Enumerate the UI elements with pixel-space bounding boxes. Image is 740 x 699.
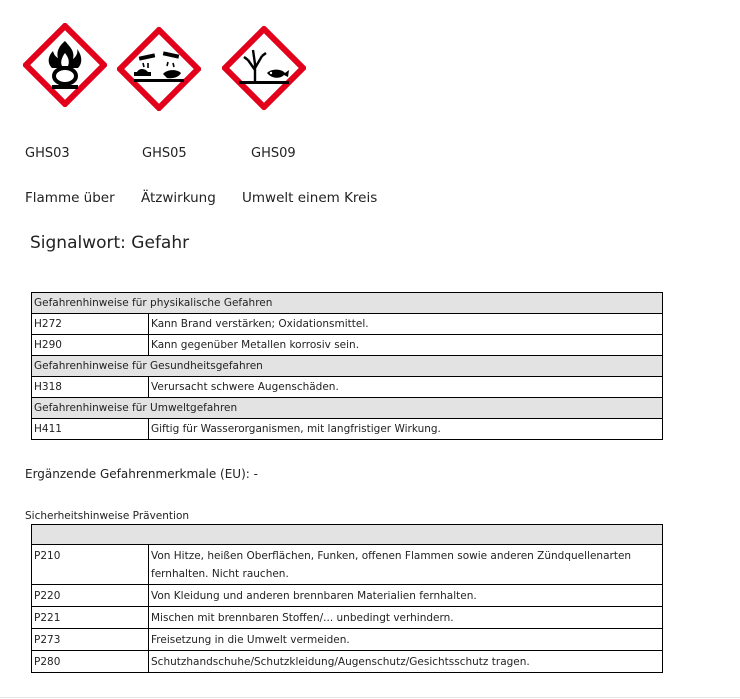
- prevention-table: [31, 524, 663, 673]
- table-row: [32, 419, 663, 440]
- hazard-text: Kann gegenüber Metallen korrosiv sein.: [149, 335, 663, 356]
- pictogram-code-ghs05: GHS05: [142, 146, 187, 161]
- pictogram-code-ghs09: GHS09: [251, 146, 296, 161]
- precaution-text: Von Kleidung und anderen brennbaren Materialien fernhalten.: [149, 585, 663, 607]
- section-header-physical: [32, 293, 663, 314]
- table-row: [32, 607, 663, 629]
- table-row: [32, 651, 663, 673]
- precaution-code: P280: [32, 651, 149, 673]
- section-title: Gefahrenhinweise für Umweltgefahren: [32, 398, 663, 419]
- precaution-code: P221: [32, 607, 149, 629]
- table-row: [32, 629, 663, 651]
- supplemental-hazard-note: Ergänzende Gefahrenmerkmale (EU): -: [25, 467, 258, 481]
- precaution-text: Mischen mit brennbaren Stoffen/... unbedingt verhindern.: [149, 607, 663, 629]
- hazard-code: H318: [32, 377, 149, 398]
- ghs03-pictogram: [23, 23, 107, 107]
- hazard-code: H272: [32, 314, 149, 335]
- section-title: Gefahrenhinweise für physikalische Gefahren: [32, 293, 663, 314]
- section-header-health: [32, 356, 663, 377]
- precaution-text: Von Hitze, heißen Oberflächen, Funken, offenen Flammen sowie anderen Zündquellenarten fernhalten. Nicht rauchen.: [149, 545, 663, 585]
- environment-icon: [222, 26, 306, 110]
- page-divider: [0, 697, 740, 698]
- pictogram-code-ghs03: GHS03: [25, 146, 70, 161]
- table-row: [32, 585, 663, 607]
- hazard-text: Kann Brand verstärken; Oxidationsmittel.: [149, 314, 663, 335]
- hazard-code: H411: [32, 419, 149, 440]
- hazard-text: Verursacht schwere Augenschäden.: [149, 377, 663, 398]
- table-row: [32, 335, 663, 356]
- prevention-title: Sicherheitshinweise Prävention: [25, 510, 190, 522]
- section-title: Gefahrenhinweise für Gesundheitsgefahren: [32, 356, 663, 377]
- pictogram-name-ghs03: Flamme über: [25, 190, 115, 206]
- hazard-text: Giftig für Wasserorganismen, mit langfristiger Wirkung.: [149, 419, 663, 440]
- ghs09-pictogram: [222, 26, 306, 110]
- precaution-code: P220: [32, 585, 149, 607]
- precaution-code: P210: [32, 545, 149, 585]
- precaution-text: Schutzhandschuhe/Schutzkleidung/Augenschutz/Gesichtsschutz tragen.: [149, 651, 663, 673]
- prevention-header: [32, 525, 663, 545]
- pictogram-name-ghs09: Umwelt einem Kreis: [242, 190, 378, 206]
- pictogram-name-ghs05: Ätzwirkung: [141, 190, 216, 206]
- table-row: [32, 314, 663, 335]
- precaution-text: Freisetzung in die Umwelt vermeiden.: [149, 629, 663, 651]
- flame-over-circle-icon: [23, 23, 107, 107]
- corrosion-icon: [117, 27, 201, 111]
- table-row: [32, 545, 663, 585]
- table-row: [32, 377, 663, 398]
- prevention-header-row: [32, 525, 663, 545]
- hazard-statements-table: [31, 292, 663, 440]
- precaution-code: P273: [32, 629, 149, 651]
- section-header-environment: [32, 398, 663, 419]
- signal-word: Signalwort: Gefahr: [30, 233, 190, 253]
- ghs05-pictogram: [117, 27, 201, 111]
- hazard-code: H290: [32, 335, 149, 356]
